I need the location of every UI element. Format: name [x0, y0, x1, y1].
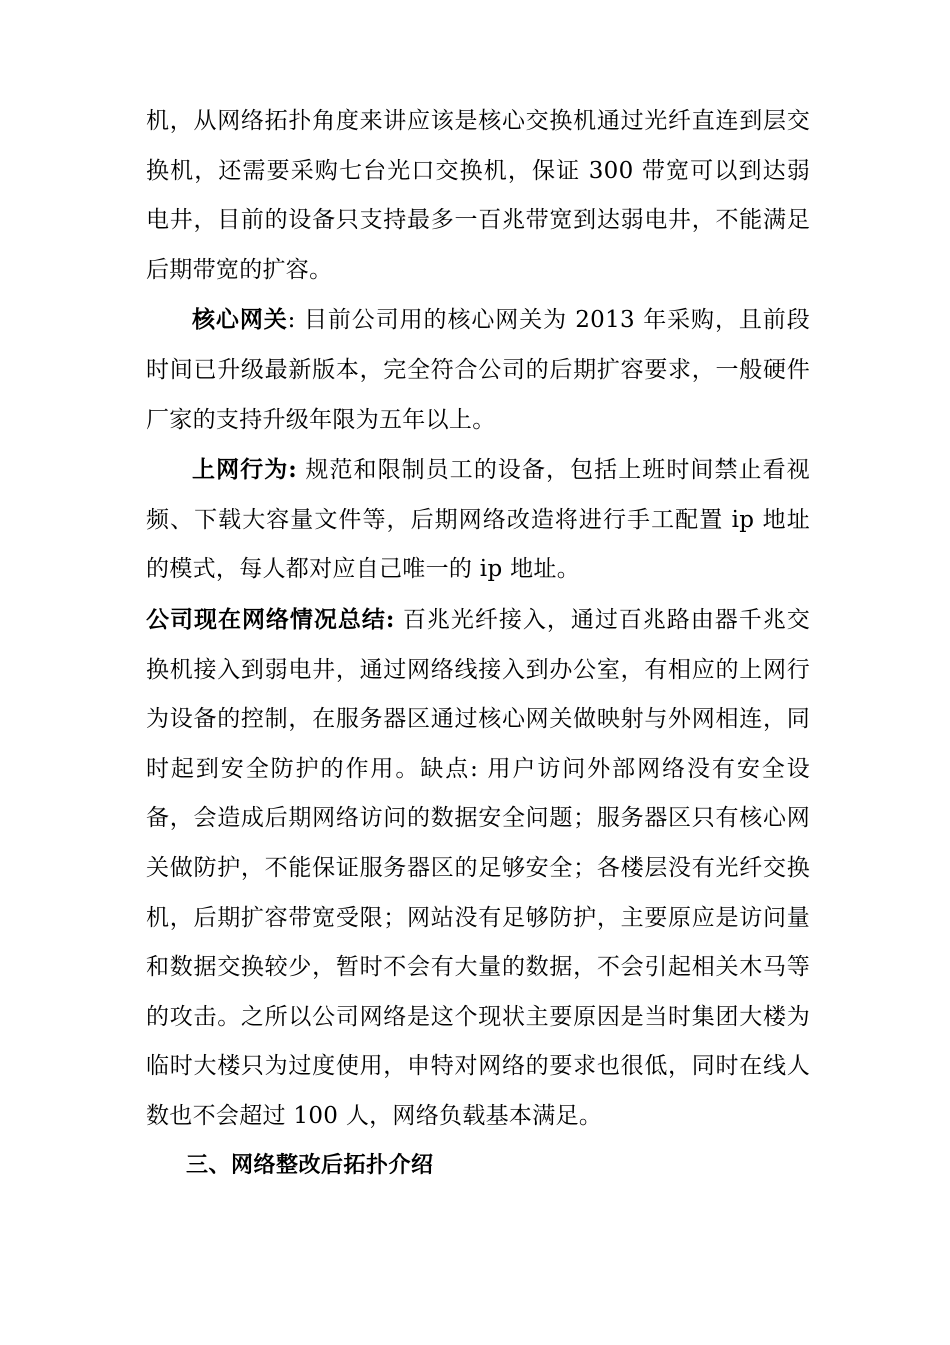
- paragraph-core-gateway: [146, 295, 810, 445]
- paragraph-network-topology: 机，从网络拓扑角度来讲应该是核心交换机通过光纤直连到层交换机，还需要采购七台光口交换机，保证 300 带宽可以到达弱电井，目前的设备只支持最多一百兆带宽到达弱电井，不能满足后期带宽的扩容。: [146, 108, 810, 283]
- text-core-gateway: : 目前公司用的核心网关为 2013 年采购，且前段时间已升级最新版本，完全符合公司的后期扩容要求，一般硬件厂家的支持升级年限为五年以上。: [146, 307, 811, 433]
- document-page: [146, 97, 810, 1191]
- text-network-summary: 百兆光纤接入，通过百兆路由器千兆交换机接入到弱电井，通过网络线接入到办公室，有相应的上网行为设备的控制，在服务器区通过核心网关做映射与外网相连，同时起到安全防护的作用。缺点: 用户访问外部网络没有安全设备，会造成后期网络访问的数据安全问题；服务器区只有核心网关做防护，不能保证服务器区的足够安全；各楼层没有光纤交换机，后期扩容带宽受限；网站没有足够防护，主要原应是访问量和数据交换较少，暂时不会有大量的数据，不会引起相关木马等的攻击。之所以公司网络是这个现状主要原因是当时集团大楼为临时大楼只为过度使用，申特对网络的要求也很低，同时在线人数也不会超过 100 人，网络负载基本满足。: [146, 606, 810, 1129]
- text-internet-behavior: 规范和限制员工的设备，包括上班时间禁止看视频、下载大容量文件等，后期网络改造将进行手工配置 ip 地址的模式，每人都对应自己唯一的 ip 地址。: [146, 457, 810, 583]
- section-heading: 三、网络整改后拓扑介绍: [186, 1152, 434, 1179]
- label-internet-behavior: 上网行为:: [192, 456, 298, 484]
- label-network-summary: 公司现在网络情况总结:: [146, 605, 395, 633]
- paragraph-internet-behavior: [146, 445, 810, 595]
- paragraph-network-summary: [146, 595, 810, 1142]
- label-core-gateway: 核心网关: [192, 306, 288, 334]
